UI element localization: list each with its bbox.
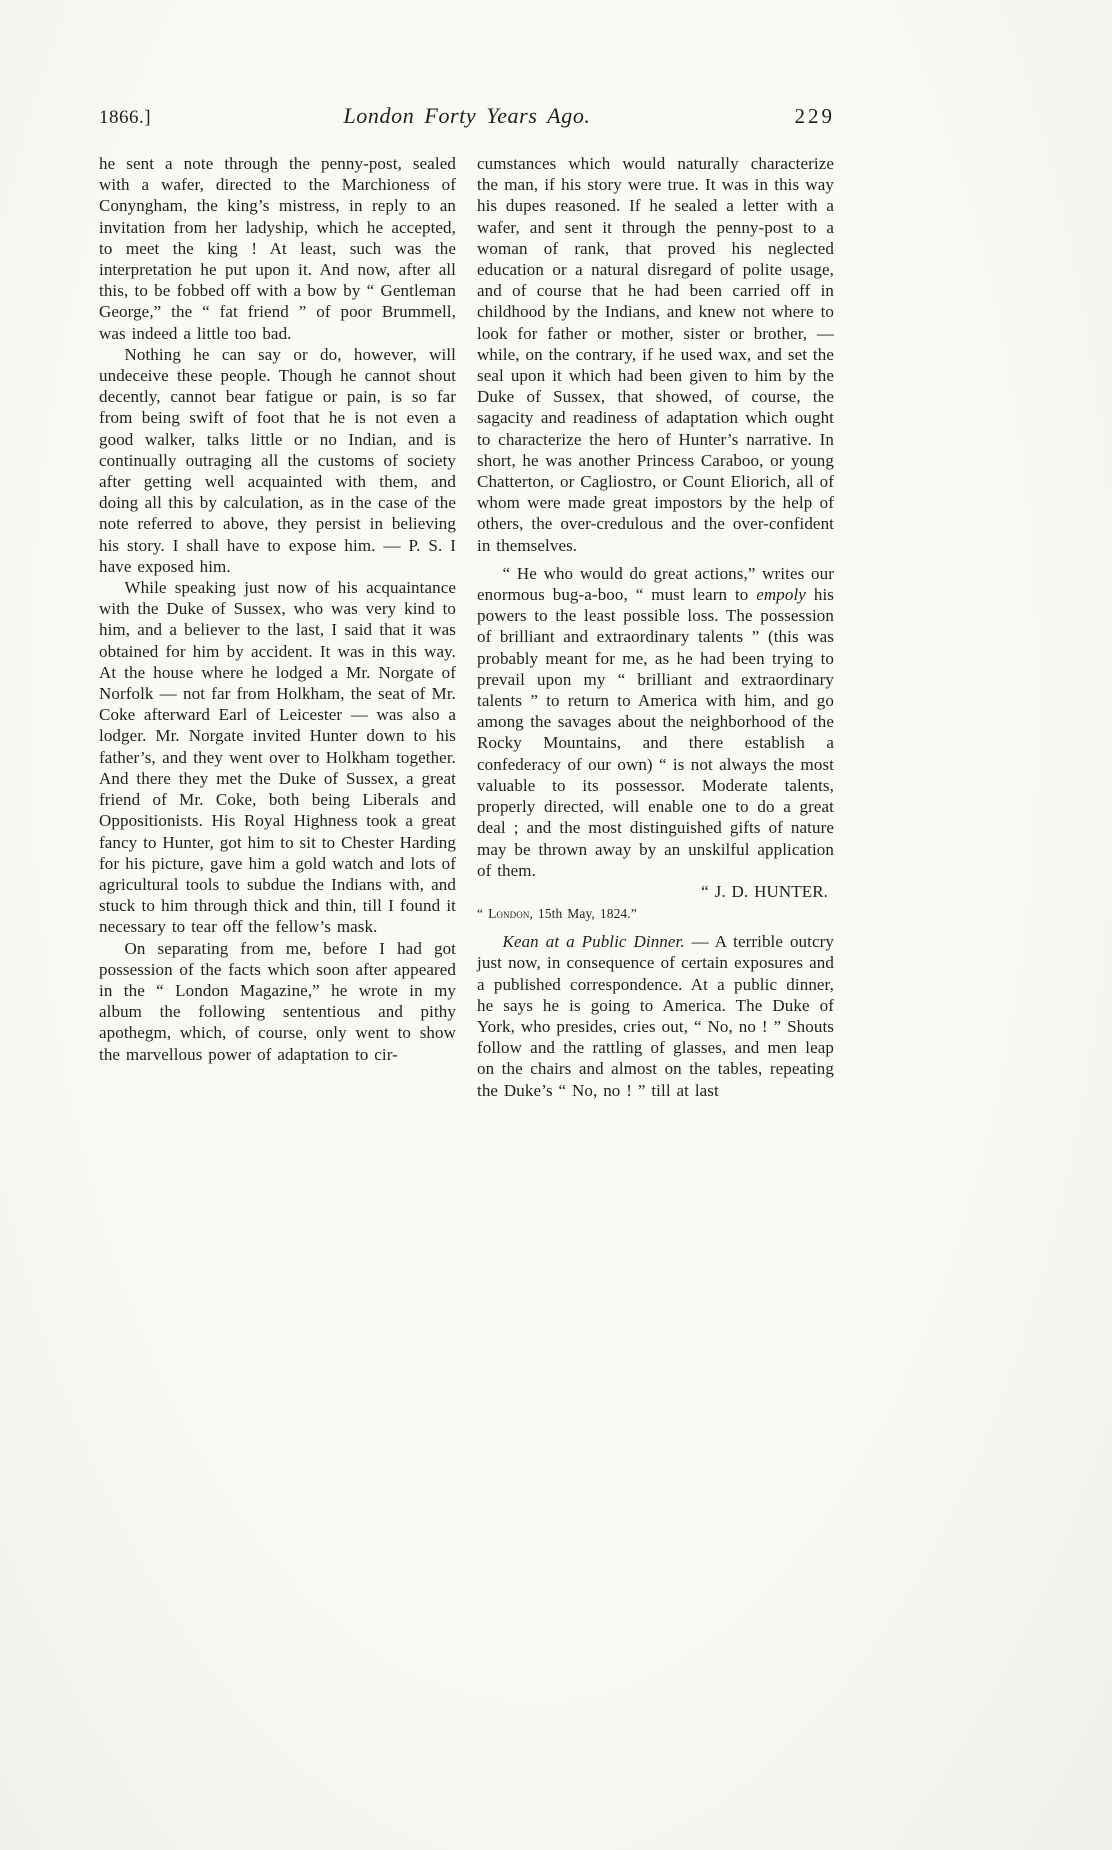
- two-column-body: [99, 153, 835, 1101]
- paragraph: [99, 938, 456, 1065]
- text-run: “ J. D. HUNTER.: [701, 881, 828, 901]
- paragraph: [99, 344, 456, 577]
- paragraph: [99, 153, 456, 344]
- right-column: [477, 153, 834, 1101]
- paragraph: [477, 153, 834, 556]
- text-run: “: [477, 906, 489, 922]
- page-title: London Forty Years Ago.: [343, 103, 591, 128]
- text-run: On separating from me, before I had got possession of the facts which soon after appeared in the “ London Magazine,” he wrote in my album the following sententious and pithy apothegm, which, of course, only went to show the marvellous power of adaptation to cir-: [99, 938, 456, 1064]
- left-column: [99, 153, 456, 1101]
- text-run: cumstances which would naturally characterize the man, if his story were true. It was in this way his dupes reasoned. If he sealed a letter with a wafer, and sent it through the penny-post to a woman of rank, that proved his neglected education or a natural disregard of polite usage, and of course that he had been carried off in childhood by the Indians, and knew not where to look for father or mother, sister or brother, — while, on the contrary, if he used wax, and set the seal upon it which had been given to him by the Duke of Sussex, that showed, of course, the sagacity and readiness of adaptation which ought to characterize the hero of Hunter’s narrative. In short, he was another Princess Caraboo, or young Chatterton, or Cagliostro, or Count Eliorich, all of whom were made great impostors by the help of others, the over-credulous and the over-confident in themselves.: [477, 154, 834, 555]
- text-run: — A terrible outcry just now, in consequence of certain exposures and a published correspondence. At a public dinner, he says he is going to America. The Duke of York, who presides, cries out, “ No, no ! ” Shouts follow and the rattling of glasses, and men leap on the chairs and almost on the tables, repeating the Duke’s “ No, no ! ” till at last: [477, 932, 834, 1100]
- text-run: he sent a note through the penny-post, sealed with a wafer, directed to the Marchioness of Conyngham, the king’s mistress, in reply to an invitation from her ladyship, which he accepted, to meet the king ! At least, such was the interpretation he put upon it. And now, after all this, to be fobbed off with a bow by “ Gentleman George,” the “ fat friend ” of poor Brummell, was indeed a little too bad.: [99, 154, 456, 343]
- text-run: London: [488, 906, 530, 922]
- header-date: 1866.]: [99, 107, 152, 128]
- paragraph: [477, 931, 834, 1101]
- text-run: empoly: [756, 585, 806, 605]
- paragraph: [477, 904, 834, 924]
- paragraph: [477, 563, 834, 881]
- page-number: 229: [794, 104, 835, 128]
- text-run: While speaking just now of his acquaintance with the Duke of Sussex, who was very kind to him, and a believer to the last, I said that it was obtained for him by accident. It was in this way. At the house where he lodged a Mr. Norgate of Norfolk — not far from Holkham, the seat of Mr. Coke afterward Earl of Leicester — was also a lodger. Mr. Norgate invited Hunter down to his father’s, and they went over to Holkham together. And there they met the Duke of Sussex, a great friend of Mr. Coke, both being Liberals and Oppositionists. His Royal Highness took a great fancy to Hunter, got him to sit to Chester Harding for his picture, gave him a gold watch and lots of agricultural tools to subdue the Indians with, and stuck to him through thick and thin, till I found it necessary to tear off the fellow’s mask.: [99, 578, 456, 937]
- text-block: [99, 103, 835, 1101]
- page-header: [99, 103, 835, 129]
- paragraph: [477, 881, 834, 902]
- text-run: Kean at a Public Dinner.: [502, 932, 685, 952]
- paragraph: [99, 577, 456, 937]
- text-run: his powers to the least possible loss. The possession of brilliant and extraordinary talents ” (this was probably meant for me, as he had been trying to prevail upon my “ brilliant and extraordinary talents ” to return to America with him, and go among the savages about the neighborhood of the Rocky Mountains, and there establish a confederacy of our own) “ is not always the most valuable to its possessor. Moderate talents, properly directed, will enable one to do a great deal ; and the most distinguished gifts of nature may be thrown away by an unskilful application of them.: [477, 585, 834, 880]
- text-run: “ He who would do great actions,” writes our enormous bug-a-boo, “ must learn to: [477, 563, 834, 605]
- text-run: Nothing he can say or do, however, will undeceive these people. Though he cannot shout decently, cannot bear fatigue or pain, is so far from being swift of foot that he is not even a good walker, talks little or no Indian, and is continually outraging all the customs of society after getting well acquainted with them, and doing all this by calculation, as in the case of the note referred to above, they persist in believing his story. I shall have to expose him. — P. S. I have exposed him.: [99, 344, 456, 576]
- text-run: , 15th May, 1824.”: [529, 906, 637, 922]
